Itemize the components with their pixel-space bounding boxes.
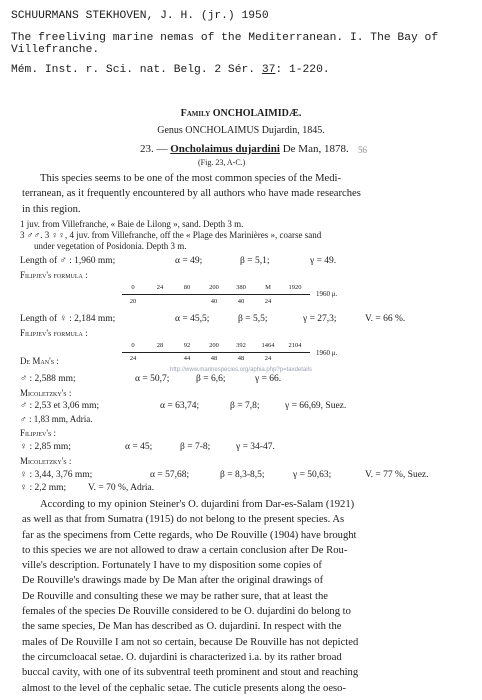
material-1: 1 juv. from Villefranche, « Baie de Lilong », sand. Depth 3 m.	[20, 219, 244, 229]
formula-line-1	[122, 294, 310, 295]
pencil-note: 56	[358, 145, 367, 155]
filipjev-formula-label-1: Filipjev's formula :	[20, 270, 88, 280]
family-heading: Family ONCHOLAIMIDÆ.	[180, 108, 302, 119]
material-3: under vegetation of Posidonia. Depth 3 m.	[34, 241, 187, 251]
species-heading: 23. — Oncholaimus dujardini De Man, 1878.	[140, 143, 349, 155]
intro-paragraph: This species seems to be one of the most common species of the Medi- terranean, as it frequently encountered by all authors who have made researches in this region.	[22, 173, 361, 215]
micoletzky-adria-1: ♂ : 1,83 mm, Adria.	[20, 414, 93, 424]
journal-prefix: Mém. Inst. r. Sci. nat. Belg. 2 Sér.	[11, 64, 262, 76]
formula-line-2	[122, 352, 310, 353]
micoletzky-label-2: Micoletzky's :	[20, 456, 72, 466]
citation-author-year: SCHUURMANS STEKHOVEN, J. H. (jr.) 1950	[11, 10, 269, 22]
discussion-paragraph: According to my opinion Steiner's O. dujardini from Dar-es-Salam (1921) as well as that from Sumatra (1915) do not belong to the present species. As far as the specimens from Cette regards, who De Rouville (1904) have brought to this species we are not allowed to draw a certain conclusion after De Rou- ville's description. Fortunately I have to my disposition some copies of De Rouville's drawings made by De Man after the original drawings of De Rouville and consulting these we may be rather sure, that at least the females of the species De Rouville considered to be O. dujardini do belong to the same species, De Man has described as O. dujardini. In respect with the males of De Rouville I am not so certain, because De Rouville has not depicted the circumcloacal setae. O. dujardini is characterized i.a. by its rather broad buccal cavity, with one of its subventral teeth prominent and stout and reaching almost to the level of the cephalic setae. The cuticle presents along the oeso-	[22, 499, 359, 694]
journal-volume: 37	[261, 64, 276, 76]
journal-pages: : 1-220.	[275, 64, 330, 76]
page: SCHUURMANS STEKHOVEN, J. H. (jr.) 1950 The freeliving marine nemas of the Mediterranean. I. The Bay of Villefranche. Mém. Inst. r. Sci. nat. Belg. 2 Sér. 37: 1-220. Family ONCHOLAIMIDÆ. Genus ONCHOLAIMUS Dujardin, 1845. 23. — Oncholaimus dujardini De Man, 1878. 56 (Fig. 23, A-C.) This species seems to be one of the most common species of the Medi- terranean, as it frequently encountered by all authors who have made researches in this region. 1 juv. from Villefranche, « Baie de Lilong », sand. Depth 3 m. 3 ♂♂. 3 ♀♀, 4 juv. from Villefranche, off the « Plage des Marinières », coarse sand under vegetation of Posidonia. Depth 3 m. Length of ♂ : 1,960 mm; α = 49; β = 5,1; γ = 49. Filipjev's formula : 0 24 80 200 380 M 1920 20 40 40 24 1960 μ. Length of ♀ : 2,184 mm; α = 45,5; β = 5,5; γ = 27,3; V. = 66 %. Filipjev's formula : 0 28 92 200 392 1464 2104 24 44 48 48 24 1960 μ. http://www.marinespecies.org/aphia.php?p=taxdetails De Man's : ♂ : 2,588 mm; α = 50,7; β = 6,6; γ = 66. Micoletzky's : ♂ : 2,53 et 3,06 mm; α = 63,74; β = 7,8; γ = 66,69, Suez. ♂ : 1,83 mm, Adria. Filipjev's : ♀ : 2,85 mm; α = 45; β = 7-8; γ = 34-47. Micoletzky's : ♀ : 3,44, 3,76 mm; α = 57,68; β = 8,3-8,5; γ = 50,63; V. = 77 %, Suez. ♀ : 2,2 mm; V. = 70 %, Adria. According to my opinion Steiner's O. dujardini from Dar-es-Salam (1921) as well as that from Sumatra (1915) do not belong to the present species. As far as the specimens from Cette regards, who De Rouville (1904) have brought to this species we are not allowed to draw a certain conclusion after De Rou- ville's description. Fortunately I have to my disposition some copies of De Rouville's drawings made by De Man after the original drawings of De Rouville and consulting these we may be rather sure, that at least the females of the species De Rouville considered to be O. dujardini do belong to the same species, De Man has described as O. dujardini. In respect with the males of De Rouville I am not so certain, because De Rouville has not depicted the circumcloacal setae. O. dujardini is characterized i.a. by its rather broad buccal cavity, with one of its subventral teeth prominent and stout and reaching almost to the level of the cephalic setae. The cuticle presents along the oeso-	[0, 0, 482, 700]
watermark-url: http://www.marinespecies.org/aphia.php?p=taxdetails	[170, 367, 312, 373]
material-2: 3 ♂♂. 3 ♀♀, 4 juv. from Villefranche, off the « Plage des Marinières », coarse sand	[20, 230, 322, 240]
micoletzky-label-1: Micoletzky's :	[20, 388, 72, 398]
genus-heading: Genus ONCHOLAIMUS Dujardin, 1845.	[157, 125, 325, 136]
citation-title-line-2: Villefranche.	[11, 44, 100, 56]
citation-journal	[11, 64, 330, 76]
species-name: Oncholaimus dujardini	[170, 143, 280, 155]
filipjev-formula-label-2: Filipjev's formula :	[20, 328, 88, 338]
citation-title-line-1: The freeliving marine nemas of the Mediterranean. I. The Bay of	[11, 32, 439, 44]
figure-reference: (Fig. 23, A-C.)	[198, 158, 246, 167]
filipjev-label-3: Filipjev's :	[20, 428, 57, 438]
deman-label: De Man's :	[20, 356, 59, 366]
